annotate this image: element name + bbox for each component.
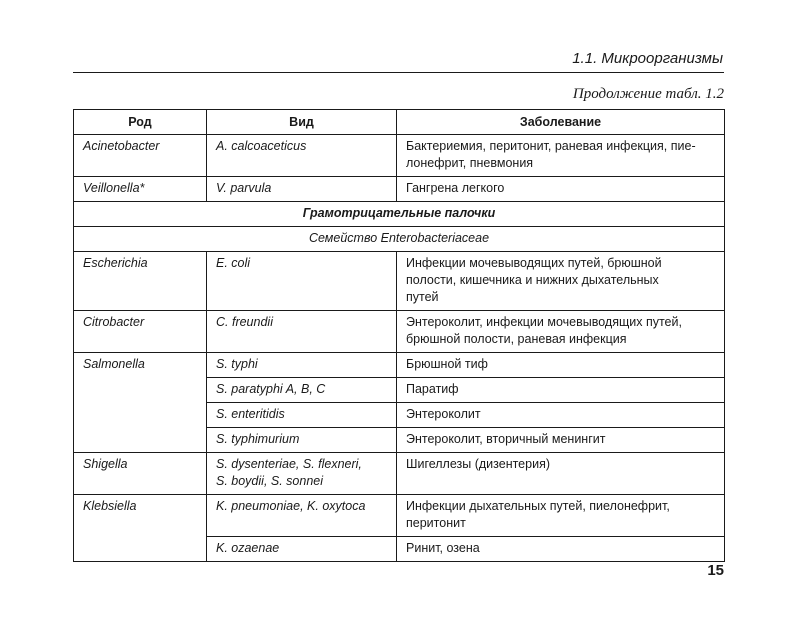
- genus-cell: Klebsiella: [74, 495, 207, 562]
- genus-cell: Citrobacter: [74, 311, 207, 353]
- disease-cell: Энтероколит, вторичный менингит: [397, 428, 725, 453]
- disease-cell: Паратиф: [397, 378, 725, 403]
- section-row: [74, 202, 725, 227]
- header-rule: [73, 72, 724, 73]
- disease-cell: Гангрена легкого: [397, 177, 725, 202]
- genus-cell: Veillonella*: [74, 177, 207, 202]
- header-genus: Род: [74, 110, 207, 135]
- table-continuation-caption: Продолжение табл. 1.2: [572, 86, 724, 102]
- family-row: [74, 227, 725, 252]
- species-cell: K. ozaenae: [207, 537, 397, 562]
- species-cell: S. enteritidis: [207, 403, 397, 428]
- header-species: Вид: [207, 110, 397, 135]
- species-cell: A. calcoaceticus: [207, 135, 397, 177]
- disease-cell: Инфекции мочевыводящих путей, брюшной полости, кишечника и нижних дыхательных путей: [397, 252, 725, 311]
- table-row: [74, 311, 725, 353]
- species-cell: S. dysenteriae, S. flexneri, S. boydii, S. sonnei: [207, 453, 397, 495]
- disease-cell: Ринит, озена: [397, 537, 725, 562]
- disease-cell: Энтероколит, инфекции мочевыводящих путей, брюшной полости, раневая инфекция: [397, 311, 725, 353]
- table-row: [74, 353, 725, 378]
- species-cell: S. typhimurium: [207, 428, 397, 453]
- table-row: [74, 177, 725, 202]
- disease-cell: Шигеллезы (дизентерия): [397, 453, 725, 495]
- disease-cell: Инфекции дыхательных путей, пиелонефрит, перитонит: [397, 495, 725, 537]
- species-cell: V. parvula: [207, 177, 397, 202]
- disease-cell: Брюшной тиф: [397, 353, 725, 378]
- species-cell: K. pneumoniae, K. oxytoca: [207, 495, 397, 537]
- header-disease: Заболевание: [397, 110, 725, 135]
- genus-cell: Salmonella: [74, 353, 207, 453]
- genus-cell: Escherichia: [74, 252, 207, 311]
- microorganisms-table: [73, 109, 725, 562]
- family-heading: Семейство Enterobacteriaceae: [74, 227, 725, 252]
- species-cell: C. freundii: [207, 311, 397, 353]
- species-cell: S. paratyphi A, B, C: [207, 378, 397, 403]
- table-row: [74, 453, 725, 495]
- disease-cell: Бактериемия, перитонит, раневая инфекция, пие- лонефрит, пневмония: [397, 135, 725, 177]
- disease-cell: Энтероколит: [397, 403, 725, 428]
- species-cell: S. typhi: [207, 353, 397, 378]
- genus-cell: Shigella: [74, 453, 207, 495]
- genus-cell: Acinetobacter: [74, 135, 207, 177]
- table-row: [74, 135, 725, 177]
- table-header-row: [74, 110, 725, 135]
- section-heading: Грамотрицательные палочки: [74, 202, 725, 227]
- table-row: [74, 495, 725, 537]
- page-number: 15: [707, 562, 724, 579]
- table-row: [74, 252, 725, 311]
- running-head: 1.1. Микроорганизмы: [572, 50, 723, 67]
- species-cell: E. coli: [207, 252, 397, 311]
